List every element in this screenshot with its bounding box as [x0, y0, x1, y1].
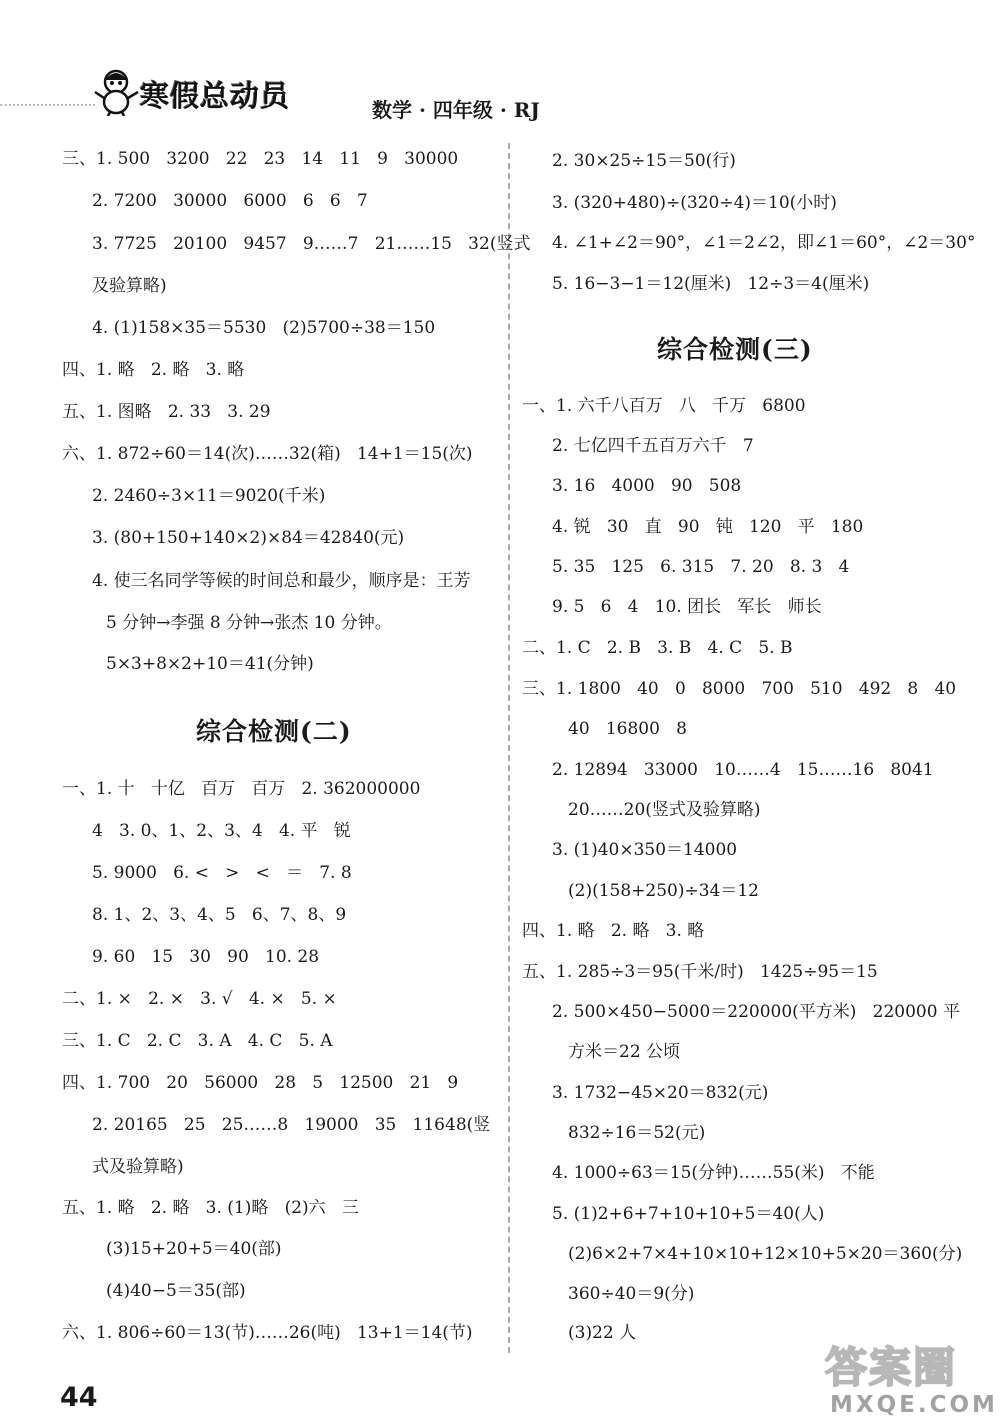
answer-line: 8. 1、2、3、4、5 6、7、8、9 [92, 905, 347, 925]
answer-line: 5. 35 125 6. 315 7. 20 8. 3 4 [552, 557, 850, 577]
answer-line: 3. (320+480)÷(320÷4)＝10(小时) [552, 193, 837, 213]
mascot-icon [92, 68, 142, 116]
brand-name: 寒假总动员 [140, 79, 291, 113]
answer-line: 360÷40＝9(分) [568, 1284, 695, 1304]
page-number: 44 [60, 1382, 98, 1413]
answer-line: 2. 7200 30000 6000 6 6 7 [92, 191, 368, 211]
answer-line: 四、1. 700 20 56000 28 5 12500 21 9 [62, 1073, 459, 1093]
answer-line: 3. (1)40×350＝14000 [552, 840, 738, 860]
section-title-2: 综合检测(二) [196, 717, 352, 746]
watermark-url: MXQE.COM [830, 1392, 998, 1418]
answer-line: 2. 500×450−5000＝220000(平方米) 220000 平 [552, 1002, 960, 1022]
answer-line: 四、1. 略 2. 略 3. 略 [62, 360, 245, 380]
answer-line: 六、1. 872÷60＝14(次)……32(箱) 14+1＝15(次) [62, 444, 473, 464]
answer-line: 9. 5 6 4 10. 团长 军长 师长 [552, 597, 822, 617]
answer-line: 二、1. C 2. B 3. B 4. C 5. B [522, 638, 793, 658]
answer-line: 及验算略) [92, 276, 167, 296]
answer-line: 5. 16−3−1＝12(厘米) 12÷3＝4(厘米) [552, 274, 870, 294]
column-divider [508, 143, 510, 1353]
answer-line: 3. (80+150+140×2)×84＝42840(元) [92, 528, 405, 548]
answer-line: 40 16800 8 [568, 719, 687, 739]
answer-line: 2. 2460÷3×11＝9020(千米) [92, 486, 326, 506]
answer-line: 三、1. 1800 40 0 8000 700 510 492 8 40 [522, 679, 957, 699]
answer-line: 4. (1)158×35＝5530 (2)5700÷38＝150 [92, 318, 436, 338]
answer-line: 4 3. 0、1、2、3、4 4. 平 锐 [92, 821, 351, 841]
answer-line: 三、1. 500 3200 22 23 14 11 9 30000 [62, 149, 459, 169]
brand-logo [92, 68, 291, 116]
answer-line: 5. (1)2+6+7+10+10+5＝40(人) [552, 1204, 825, 1224]
section-title-3: 综合检测(三) [657, 335, 813, 364]
answer-line: 五、1. 285÷3＝95(千米/时) 1425÷95＝15 [522, 962, 878, 982]
answer-line: 3. 7725 20100 9457 9……7 21……15 32(竖式 [92, 234, 531, 254]
answer-line: 五、1. 略 2. 略 3. (1)略 (2)六 三 [62, 1198, 359, 1218]
page-header [0, 0, 1000, 135]
answer-line: 二、1. × 2. × 3. √ 4. × 5. × [62, 989, 337, 1009]
answer-line: 3. 1732−45×20＝832(元) [552, 1083, 769, 1103]
answer-line: 4. ∠1+∠2＝90°，∠1＝2∠2，即∠1＝60°，∠2＝30° [552, 233, 976, 253]
answer-line: 20……20(竖式及验算略) [568, 800, 761, 820]
answer-line: 4. 使三名同学等候的时间总和最少，顺序是：王芳 [92, 571, 471, 591]
header-rule [0, 104, 95, 106]
subject-label: 数学 · 四年级 · RJ [372, 98, 540, 122]
answer-line: (4)40−5＝35(部) [106, 1281, 246, 1301]
answer-line: 式及验算略) [92, 1157, 184, 1177]
answer-line: 2. 12894 33000 10……4 15……16 8041 [552, 760, 934, 780]
answer-line: 四、1. 略 2. 略 3. 略 [522, 921, 705, 941]
watermark-logo: 答案圈 [825, 1343, 958, 1392]
answer-line: 2. 30×25÷15＝50(行) [552, 151, 736, 171]
answer-line: 方米＝22 公顷 [568, 1042, 681, 1062]
answer-line: (3)15+20+5＝40(部) [106, 1239, 282, 1259]
answer-line: 3. 16 4000 90 508 [552, 476, 742, 496]
answer-line: (2)(158+250)÷34＝12 [568, 881, 759, 901]
answer-line: 2. 七亿四千五百万六千 7 [552, 436, 754, 456]
answer-line: 三、1. C 2. C 3. A 4. C 5. A [62, 1031, 333, 1051]
answer-line: 5×3+8×2+10＝41(分钟) [106, 654, 314, 674]
answer-line: 832÷16＝52(元) [568, 1123, 706, 1143]
answer-line: (2)6×2+7×4+10×10+12×10+5×20＝360(分) [568, 1244, 963, 1264]
answer-line: 六、1. 806÷60＝13(节)……26(吨) 13+1＝14(节) [62, 1323, 473, 1343]
answer-line: 9. 60 15 30 90 10. 28 [92, 947, 320, 967]
answer-line: 一、1. 十 十亿 百万 百万 2. 362000000 [62, 779, 421, 799]
answer-line: 5. 9000 6. < > < ＝ 7. 8 [92, 863, 352, 883]
answer-line: 5 分钟→李强 8 分钟→张杰 10 分钟。 [106, 613, 392, 633]
answer-line: 一、1. 六千八百万 八 千万 6800 [522, 396, 806, 416]
answer-line: 4. 1000÷63＝15(分钟)……55(米) 不能 [552, 1163, 875, 1183]
answer-line: 4. 锐 30 直 90 钝 120 平 180 [552, 517, 864, 537]
answer-line: 2. 20165 25 25……8 19000 35 11648(竖 [92, 1115, 491, 1135]
answer-line: (3)22 人 [568, 1323, 637, 1343]
answer-line: 五、1. 图略 2. 33 3. 29 [62, 402, 271, 422]
